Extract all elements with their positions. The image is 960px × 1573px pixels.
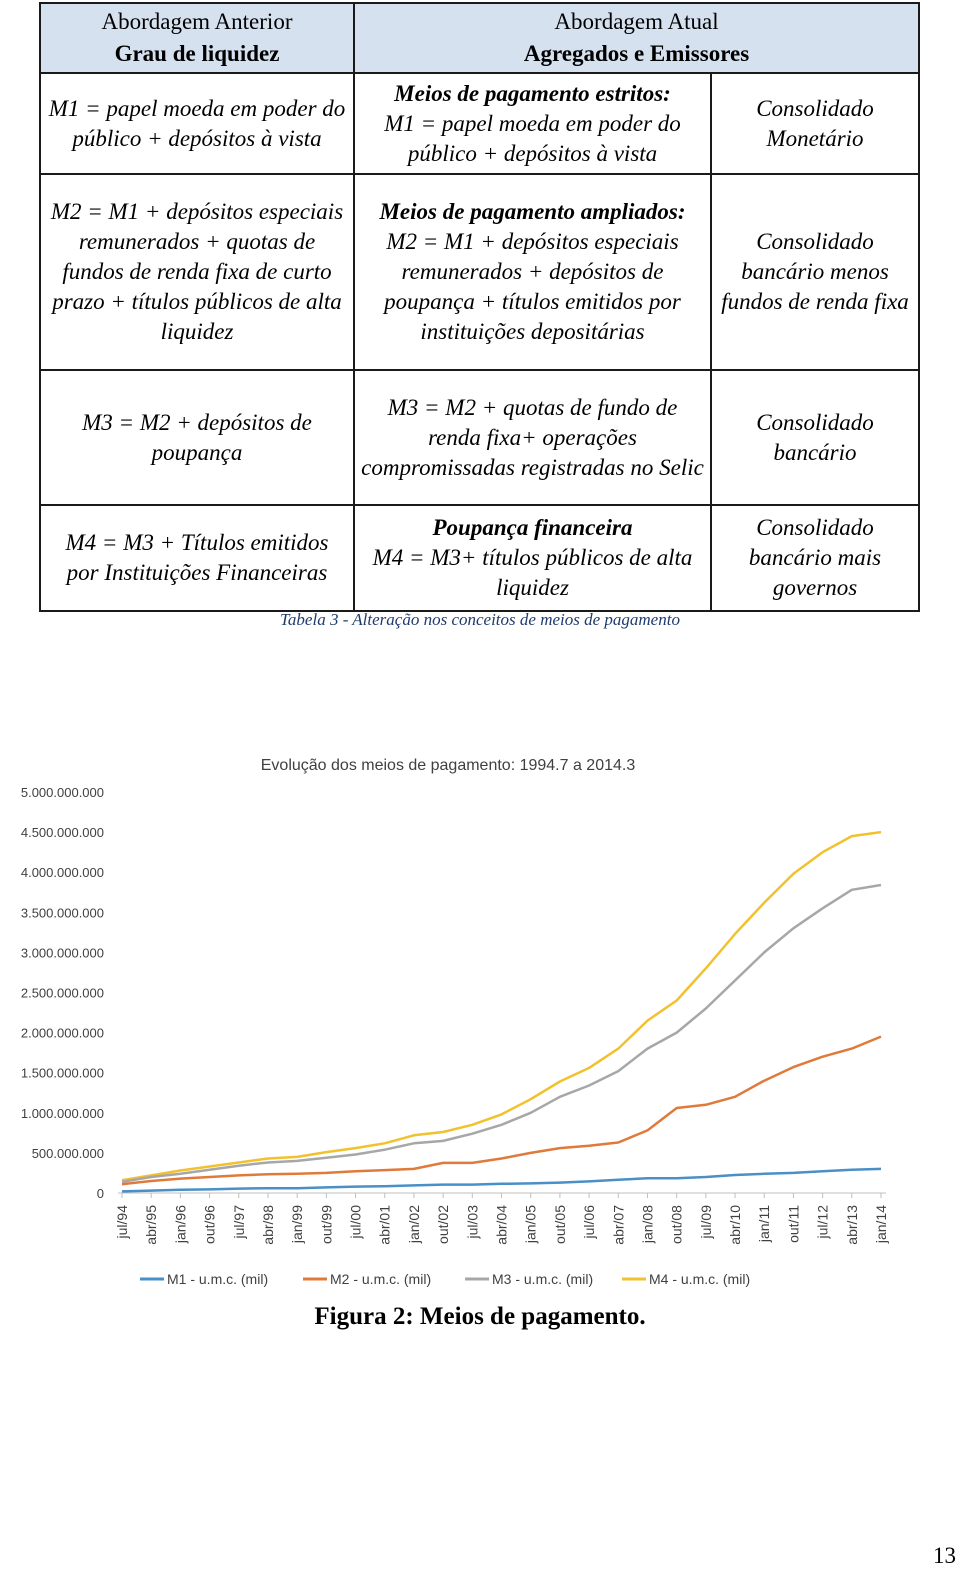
header-current-approach	[354, 3, 919, 73]
x-tick-label: jan/99	[289, 1205, 306, 1244]
m1-issuer: Consolidado Monetário	[756, 95, 874, 151]
x-tick-label: abr/13	[843, 1205, 860, 1245]
table-row-m2	[40, 174, 919, 370]
series-line-m4	[122, 832, 881, 1180]
x-tick-label: out/02	[435, 1205, 452, 1244]
x-tick-label: jan/14	[873, 1205, 889, 1244]
table-row-m3	[40, 370, 919, 505]
x-tick-label: abr/04	[493, 1205, 510, 1245]
cell-m3-previous: M3 = M2 + depósitos de poupança	[40, 370, 354, 505]
page-number: 13	[933, 1543, 956, 1568]
legend-label: M2 - u.m.c. (mil)	[330, 1271, 432, 1287]
cell-m1-previous: M1 = papel moeda em poder do público + depósitos à vista	[40, 73, 354, 174]
chart-title: Evolução dos meios de pagamento: 1994.7 a 2014.3	[260, 757, 636, 774]
y-tick-label: 4.500.000.000	[20, 825, 104, 841]
legend-label: M3 - u.m.c. (mil)	[492, 1271, 594, 1287]
cell-m2-previous: M2 = M1 + depósitos especiais remunerados + quotas de fundos de renda fixa de curto prazo + títulos públicos de alta liquidez	[40, 174, 354, 370]
m1-current-title: Meios de pagamento estritos:	[394, 80, 671, 106]
table-header-row	[40, 3, 919, 73]
cell-m1-current	[354, 73, 919, 174]
x-tick-label: jul/00	[347, 1205, 364, 1239]
table-row-m1	[40, 73, 919, 174]
money-concepts-table	[39, 2, 920, 612]
header-current-title: Abordagem Atual	[554, 9, 719, 34]
table-caption: Tabela 3 - Alteração nos conceitos de meios de pagamento	[280, 610, 680, 629]
x-tick-label: abr/07	[610, 1205, 627, 1245]
x-tick-label: jan/08	[639, 1205, 656, 1244]
x-tick-label: out/05	[551, 1205, 568, 1244]
header-previous-approach	[40, 3, 354, 73]
cell-m2-current	[354, 174, 919, 370]
header-current-subtitle: Agregados e Emissores	[523, 41, 750, 66]
legend-label: M1 - u.m.c. (mil)	[167, 1271, 269, 1287]
y-tick-label: 1.500.000.000	[20, 1065, 104, 1081]
header-previous-title: Abordagem Anterior	[101, 9, 293, 34]
x-tick-label: jul/12	[814, 1205, 831, 1239]
cell-m3-current	[354, 370, 919, 505]
money-supply-chart	[0, 740, 960, 1300]
x-tick-label: jul/97	[230, 1205, 247, 1239]
m3-current-definition: M3 = M2 + quotas de fundo de renda fixa+ operações compromissadas registradas no Selic	[361, 394, 704, 480]
cell-m4-previous: M4 = M3 + Títulos emitidos por Instituições Financeiras	[40, 505, 354, 611]
y-tick-label: 1.000.000.000	[20, 1105, 104, 1121]
x-tick-label: jul/06	[581, 1205, 598, 1239]
m4-current-title: Poupança financeira	[432, 515, 633, 540]
y-tick-label: 5.000.000.000	[20, 785, 104, 800]
x-tick-label: abr/01	[376, 1205, 393, 1245]
x-tick-label: jan/96	[172, 1205, 189, 1244]
y-tick-label: 2.500.000.000	[20, 985, 104, 1001]
legend-label: M4 - u.m.c. (mil)	[649, 1271, 751, 1287]
m4-issuer: Consolidado bancário mais governos	[748, 515, 882, 600]
x-tick-label: jul/94	[114, 1205, 130, 1239]
x-tick-label: out/08	[668, 1205, 685, 1244]
x-tick-label: abr/95	[143, 1205, 160, 1245]
x-tick-label: out/96	[201, 1205, 218, 1244]
x-tick-label: abr/98	[259, 1205, 276, 1245]
y-tick-label: 0	[96, 1186, 104, 1201]
series-line-m1	[122, 1169, 881, 1192]
header-previous-subtitle: Grau de liquidez	[114, 41, 280, 66]
y-tick-label: 2.000.000.000	[20, 1025, 104, 1041]
x-tick-label: out/99	[318, 1205, 335, 1244]
chart-legend	[140, 1271, 750, 1287]
m2-issuer: Consolidado bancário menos fundos de renda fixa	[721, 229, 909, 314]
m3-issuer: Consolidado bancário	[756, 409, 874, 465]
cell-m4-current	[354, 505, 919, 611]
x-tick-label: out/11	[785, 1205, 802, 1243]
m1-current-definition: M1 = papel moeda em poder do público + depósitos à vista	[384, 110, 681, 166]
m2-current-title: Meios de pagamento ampliados:	[379, 199, 686, 224]
x-tick-label: jan/11	[756, 1205, 773, 1243]
x-tick-label: jan/02	[405, 1205, 422, 1244]
x-tick-label: jan/05	[522, 1205, 539, 1244]
y-tick-label: 500.000.000	[31, 1145, 104, 1161]
y-tick-label: 3.500.000.000	[20, 905, 104, 921]
figure-caption: Figura 2: Meios de pagamento.	[314, 1303, 646, 1330]
series-lines	[122, 832, 881, 1191]
m2-current-definition: M2 = M1 + depósitos especiais remunerados + depósitos de poupança + títulos emitidos por instituições depositárias	[384, 229, 681, 344]
y-tick-label: 3.000.000.000	[20, 945, 104, 961]
table-row-m4	[40, 505, 919, 611]
y-axis-ticks	[21, 785, 104, 1201]
m4-current-definition: M4 = M3+ títulos públicos de alta liquidez	[372, 545, 693, 600]
x-tick-label: jul/09	[697, 1205, 714, 1239]
x-tick-label: jul/03	[464, 1205, 481, 1239]
x-tick-label: abr/10	[727, 1205, 744, 1245]
series-line-m3	[122, 885, 881, 1182]
y-tick-label: 4.000.000.000	[20, 865, 104, 881]
x-axis-ticks	[114, 1193, 889, 1245]
